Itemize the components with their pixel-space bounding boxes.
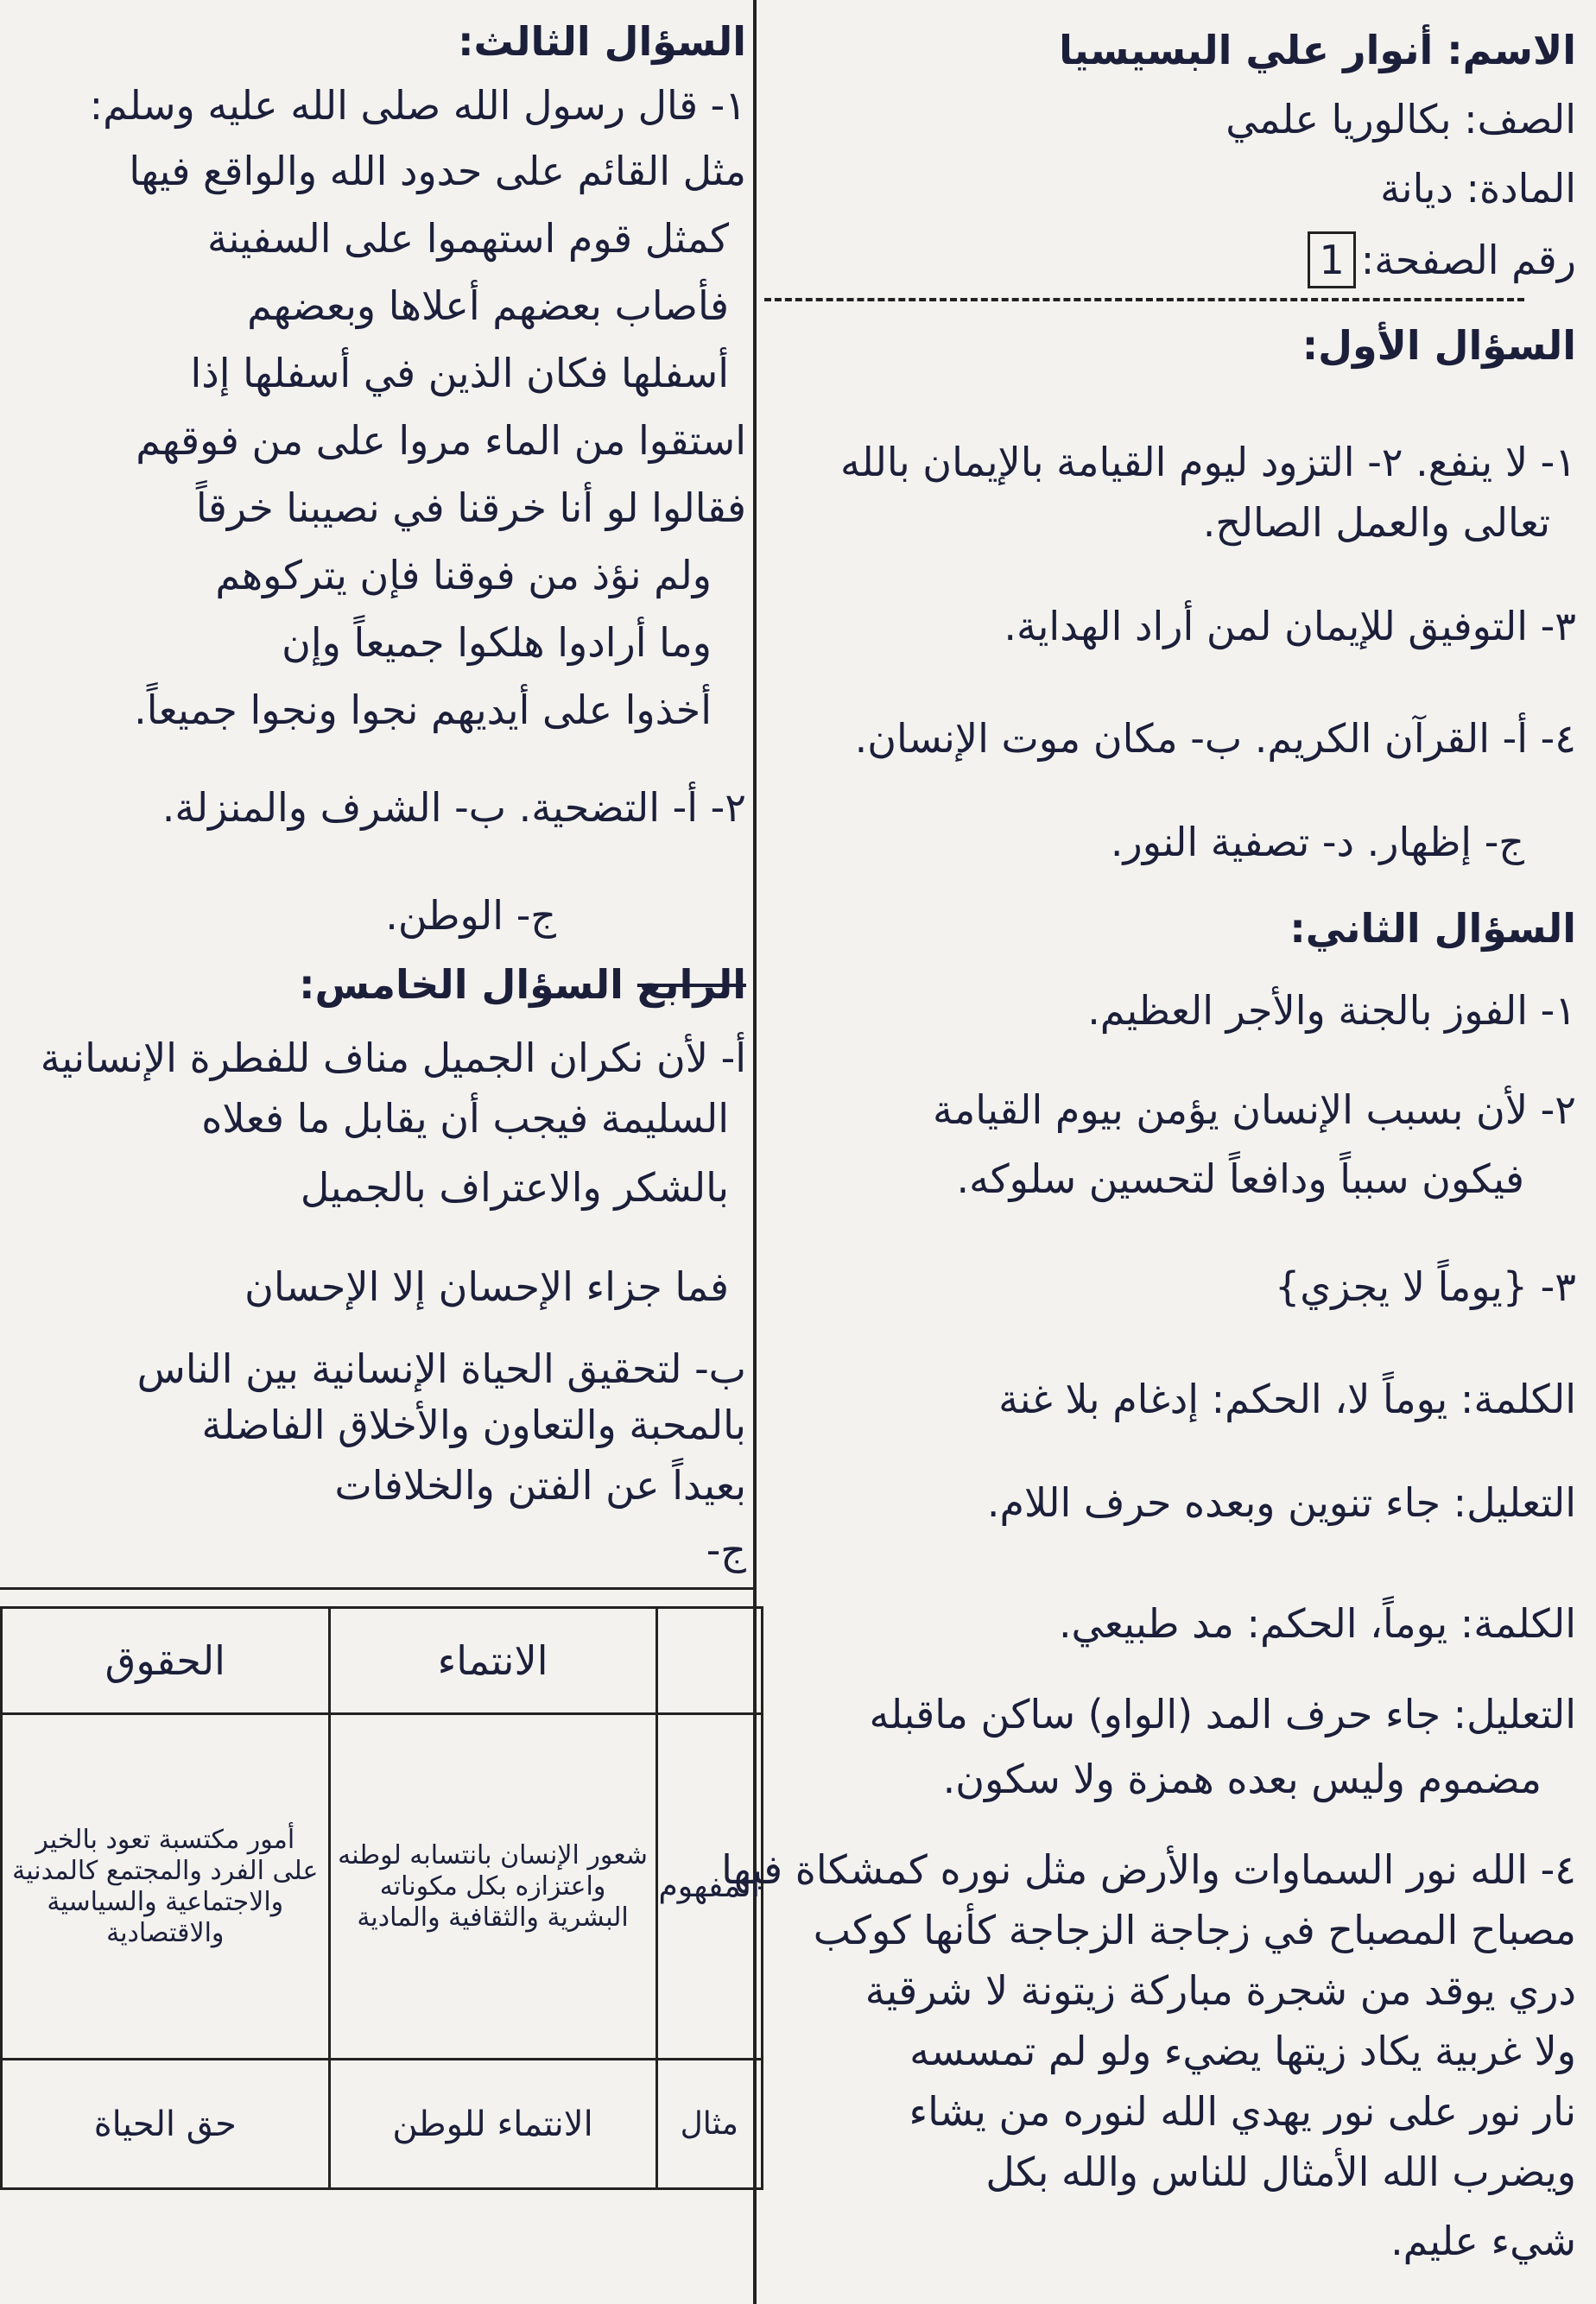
subject: المادة: ديانة <box>1380 165 1576 212</box>
page-number-box: 1 <box>1308 231 1355 288</box>
table-header-row <box>2 1608 763 1714</box>
q5-line: أ- لأن نكران الجميل مناف للفطرة الإنسانية <box>40 1035 746 1081</box>
q2-line: مضموم وليس بعده همزة ولا سكون. <box>942 1756 1542 1802</box>
student-class: الصف: بكالوريا علمي <box>1226 96 1576 142</box>
verse-line: شيء عليم. <box>1390 2218 1576 2264</box>
table-row <box>2 1714 763 2060</box>
q2-line: الكلمة: يوماً، الحكم: مد طبيعي. <box>1058 1600 1576 1647</box>
table-cell-rights: حق الحياة <box>2 2060 330 2189</box>
q3-line: كمثل قوم استهموا على السفينة <box>206 215 729 262</box>
verse-line: نار نور على نور يهدي الله لنوره من يشاء <box>909 2088 1576 2135</box>
verse-line: ولا غربية يكاد زيتها يضيء ولو لم تمسسه <box>909 2028 1576 2074</box>
q3-line: ولم نؤذ من فوقنا فإن يتركوهم <box>215 552 712 598</box>
q3-line: أسفلها فكان الذين في أسفلها إذا <box>190 350 729 396</box>
table-row-label: مثال <box>656 2060 762 2189</box>
q5-line: السليمة فيجب أن يقابل ما فعلاه <box>201 1095 729 1142</box>
q2-line: ١- الفوز بالجنة والأجر العظيم. <box>1087 987 1576 1034</box>
page-number-row <box>1308 231 1576 288</box>
q3-line: فأصاب بعضهم أعلاها وبعضهم <box>247 282 729 329</box>
verse-line: دري يوقد من شجرة مباركة زيتونة لا شرقية <box>864 1967 1576 2014</box>
section-rule <box>0 1587 753 1590</box>
verse-line: ويضرب الله الأمثال للناس والله بكل <box>985 2149 1576 2195</box>
q2-line: ٢- لأن بسبب الإنسان يؤمن بيوم القيامة <box>932 1086 1576 1133</box>
table-cell-belonging: الانتماء للوطن <box>329 2060 656 2189</box>
q1-line: ١- لا ينفع. ٢- التزود ليوم القيامة بالإيمان بالله <box>839 439 1576 485</box>
q3-line: وما أرادوا هلكوا جميعاً وإن <box>282 619 712 666</box>
q2-title: السؤال الثاني: <box>1289 905 1576 952</box>
comparison-table <box>0 1606 763 2190</box>
table-header-rights: الحقوق <box>2 1608 330 1714</box>
student-name: الاسم: أنوار علي البسيسيا <box>1059 27 1576 73</box>
q5-line: فما جزاء الإحسان إلا الإحسان <box>244 1263 729 1310</box>
q3-line: مثل القائم على حدود الله والواقع فيها <box>129 148 746 194</box>
q2-line: التعليل: جاء حرف المد (الواو) ساكن ماقبله <box>869 1691 1576 1737</box>
q2-line: التعليل: جاء تنوين وبعده حرف اللام. <box>986 1479 1576 1526</box>
table-cell-belonging: شعور الإنسان بانتسابه لوطنه واعتزازه بكل مكوناته البشرية والثقافية والمادية <box>329 1714 656 2060</box>
verse-line: ٤- الله نور السماوات والأرض مثل نوره كمشكاة فيها <box>721 1846 1576 1893</box>
q5-title: السؤال الخامس: <box>299 961 624 1008</box>
table-cell-rights: أمور مكتسبة تعود بالخير على الفرد والمجتمع كالمدنية والاجتماعية والسياسية والاقتصادية <box>2 1714 330 2060</box>
q3-line: أخذوا على أيديهم نجوا ونجوا جميعاً. <box>134 687 712 733</box>
q2-line: الكلمة: يوماً لا، الحكم: إدغام بلا غنة <box>998 1376 1576 1422</box>
q1-line: ٤- أ- القرآن الكريم. ب- مكان موت الإنسان. <box>854 715 1576 762</box>
q5-line: بالشكر والاعتراف بالجميل <box>300 1164 729 1211</box>
q3-line: استقوا من الماء مروا على من فوقهم <box>136 417 746 464</box>
q5-line: بالمحبة والتعاون والأخلاق الفاضلة <box>201 1402 746 1448</box>
q5-line: ج- <box>706 1527 746 1573</box>
q3-line: ج- الوطن. <box>385 892 556 939</box>
table-header-belonging: الانتماء <box>329 1608 656 1714</box>
q3-line: ٢- أ- التضحية. ب- الشرف والمنزلة. <box>162 784 746 831</box>
q5-title-row <box>299 959 746 1010</box>
crossed-out-word: الرابع <box>636 961 746 1008</box>
header-separator <box>764 298 1524 301</box>
q1-line: ٣- التوفيق للإيمان لمن أراد الهداية. <box>1004 603 1576 649</box>
table-row <box>2 2060 763 2189</box>
q5-line: ب- لتحقيق الحياة الإنسانية بين الناس <box>136 1345 746 1392</box>
q2-line: ٣- {يوماً لا يجزي} <box>1274 1263 1576 1310</box>
table-corner <box>656 1608 762 1714</box>
q1-line: ج- إظهار. د- تصفية النور. <box>1110 819 1524 865</box>
q1-title: السؤال الأول: <box>1302 322 1576 369</box>
table-row-label: المفهوم <box>656 1714 762 2060</box>
q5-line: بعيداً عن الفتن والخلافات <box>334 1462 746 1509</box>
q3-line: فقالوا لو أنا خرقنا في نصيبنا خرقاً <box>195 484 746 531</box>
verse-line: مصباح المصباح في زجاجة الزجاجة كأنها كوكب <box>813 1907 1576 1953</box>
q2-line: فيكون سبباً ودافعاً لتحسين سلوكه. <box>956 1155 1524 1202</box>
q1-line: تعالى والعمل الصالح. <box>1202 499 1550 546</box>
page-number-label: رقم الصفحة: <box>1360 237 1576 283</box>
q3-line: ١- قال رسول الله صلى الله عليه وسلم: <box>89 82 746 129</box>
q3-title: السؤال الثالث: <box>458 18 746 65</box>
